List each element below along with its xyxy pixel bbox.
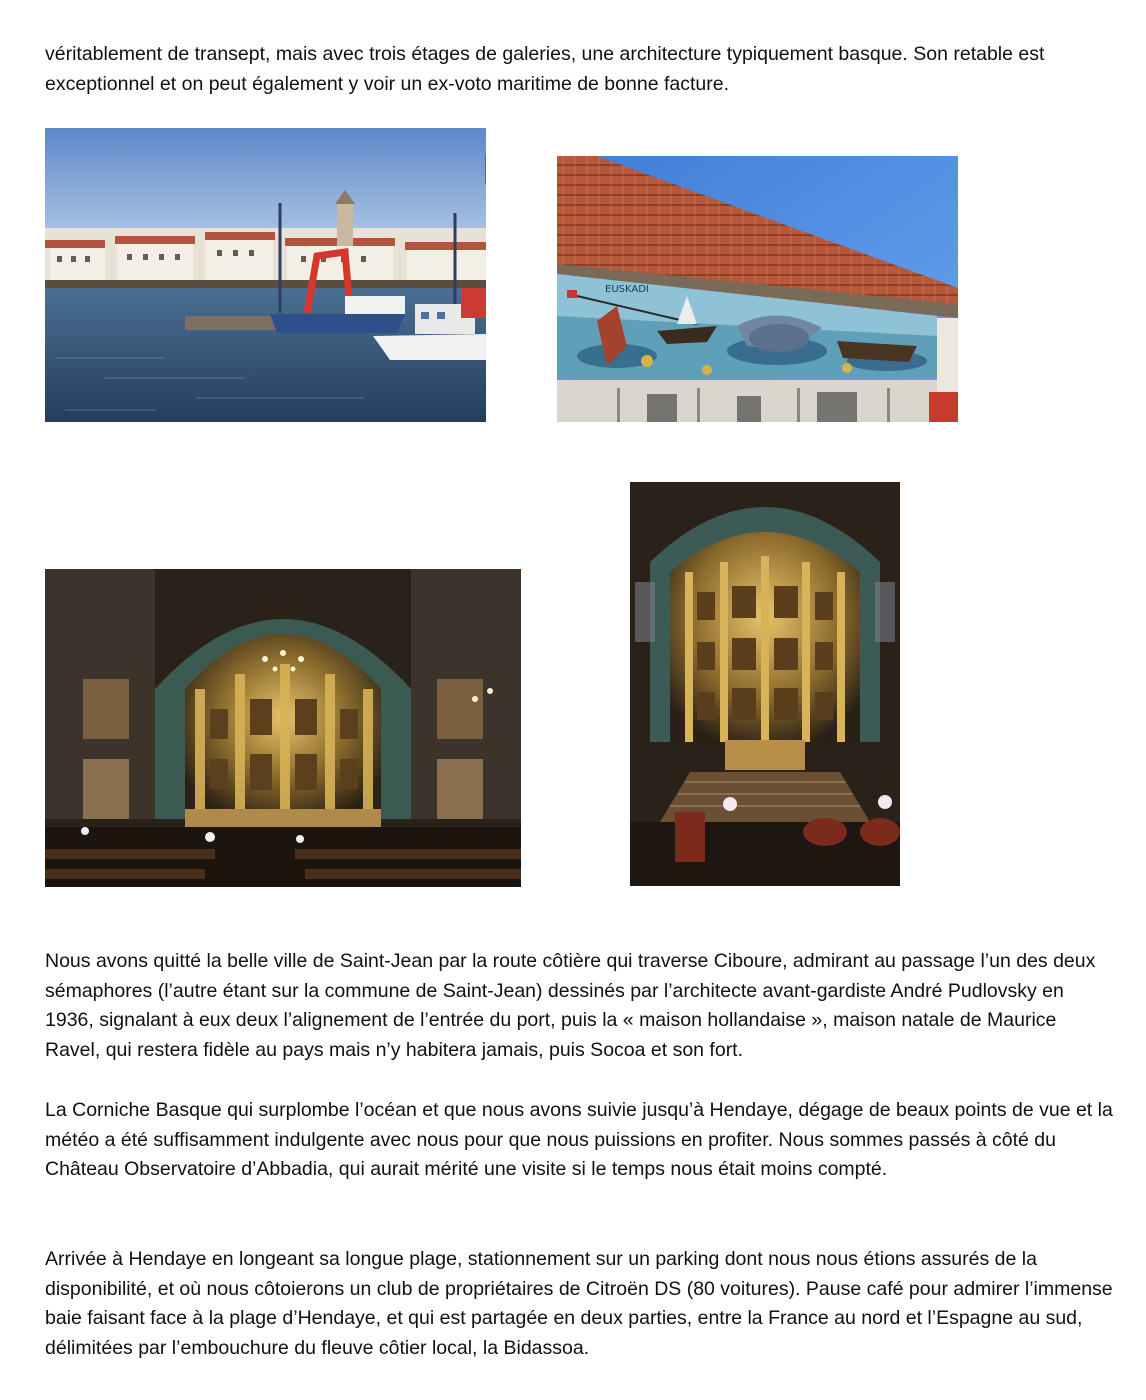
intro-paragraph: véritablement de transept, mais avec trois étages de galeries, une architecture typiquement basque. Son retable est exceptionnel et on peut également y voir un ex-voto maritime de bonne facture. [45,43,1045,95]
altar-wide-photo [45,569,521,887]
mural-photo [557,156,958,422]
mural-caption: EUSKADI [605,284,649,295]
paragraph-corniche: La Corniche Basque qui surplombe l’océan et que nous avons suivie jusqu’à Hendaye, dégage de beaux points de vue et la météo a été suffisamment indulgente avec nous pour que nous puissions en profiter. Nous sommes passés à côté du Château Observatoire d’Abbadia, qui aurait mérité une visite si le temps nous était moins compté. [45,1099,1113,1181]
altar-tall-photo [630,482,900,886]
harbour-photo [45,128,486,422]
paragraph-saint-jean: Nous avons quitté la belle ville de Saint-Jean par la route côtière qui traverse Ciboure, admirant au passage l’un des deux sémaphores (l’autre étant sur la commune de Saint-Jean) dessinés par l’architecte avant-gardiste André Pudlovsky en 1936, signalant à eux deux l’alignement de l’entrée du port, puis la « maison hollandaise », maison natale de Maurice Ravel, qui restera fidèle au pays mais n’y habitera jamais, puis Socoa et son fort. [45,950,1096,1061]
paragraph-hendaye: Arrivée à Hendaye en longeant sa longue plage, stationnement sur un parking dont nous nous étions assurés de la disponibilité, et où nous côtoierons un club de propriétaires de Citroën DS (80 voitures). Pause café pour admirer l’immense baie faisant face à la plage d’Hendaye, et qui est partagée en deux parties, entre la France au nord et l’Espagne au sud, délimitées par l’embouchure du fleuve côtier local, la Bidassoa. [45,1248,1113,1359]
